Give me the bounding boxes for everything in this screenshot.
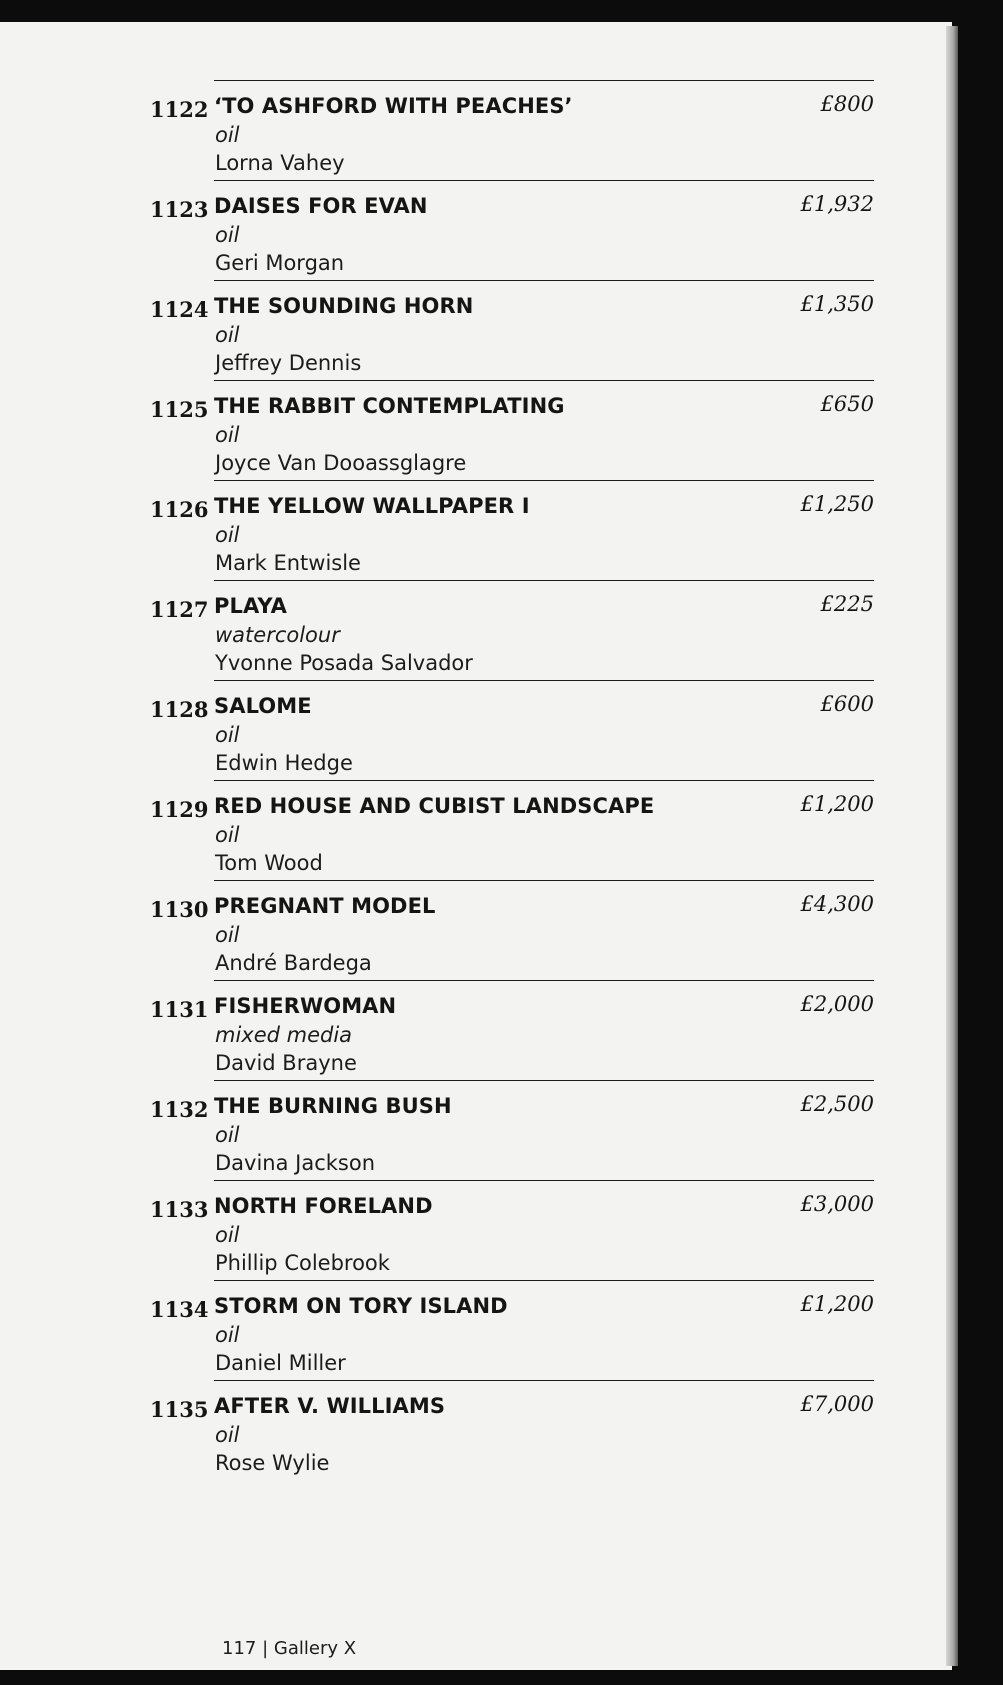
lot-entry	[0, 580, 952, 680]
artwork-medium: oil	[215, 323, 240, 347]
divider	[214, 180, 874, 181]
artwork-medium: oil	[215, 423, 240, 447]
page-number: 117	[222, 1638, 257, 1659]
artwork-title: STORM ON TORY ISLAND	[214, 1294, 508, 1318]
artist-name: Phillip Colebrook	[215, 1251, 390, 1275]
lot-number: 1132	[150, 1097, 209, 1122]
divider	[214, 480, 874, 481]
artwork-price: £4,300	[800, 892, 874, 916]
artist-name: Tom Wood	[215, 851, 323, 875]
artwork-price: £2,000	[800, 992, 874, 1016]
artwork-medium: oil	[215, 1223, 240, 1247]
artwork-medium: watercolour	[215, 623, 340, 647]
lot-number: 1128	[150, 697, 209, 722]
artwork-medium: oil	[215, 823, 240, 847]
lot-entry	[0, 680, 952, 780]
lot-entry	[0, 280, 952, 380]
artist-name: André Bardega	[215, 951, 372, 975]
divider	[214, 280, 874, 281]
artist-name: Jeffrey Dennis	[215, 351, 362, 375]
artwork-price: £1,350	[800, 292, 874, 316]
divider	[214, 680, 874, 681]
lot-number: 1133	[150, 1197, 209, 1222]
artist-name: Mark Entwisle	[215, 551, 361, 575]
lot-number: 1127	[150, 597, 209, 622]
artist-name: Lorna Vahey	[215, 151, 345, 175]
lot-number: 1124	[150, 297, 209, 322]
artwork-price: £1,932	[800, 192, 874, 216]
artwork-price: £650	[820, 392, 874, 416]
lot-number: 1131	[150, 997, 209, 1022]
artwork-title: PREGNANT MODEL	[214, 894, 436, 918]
divider	[214, 580, 874, 581]
artwork-medium: oil	[215, 1423, 240, 1447]
artwork-medium: oil	[215, 1123, 240, 1147]
artist-name: Davina Jackson	[215, 1151, 376, 1175]
divider	[214, 380, 874, 381]
lot-number: 1122	[150, 97, 209, 122]
lot-entry	[0, 1180, 952, 1280]
artwork-title: NORTH FORELAND	[214, 1194, 433, 1218]
artwork-price: £1,250	[800, 492, 874, 516]
artwork-price: £1,200	[800, 792, 874, 816]
page-edge	[946, 26, 958, 1666]
artist-name: Yvonne Posada Salvador	[215, 651, 473, 675]
artist-name: Rose Wylie	[215, 1451, 330, 1475]
artwork-title: DAISES FOR EVAN	[214, 194, 428, 218]
lot-entry	[0, 780, 952, 880]
lot-number: 1123	[150, 197, 209, 222]
lot-number: 1135	[150, 1397, 209, 1422]
artist-name: Daniel Miller	[215, 1351, 346, 1375]
lot-number: 1126	[150, 497, 209, 522]
artwork-price: £1,200	[800, 1292, 874, 1316]
divider	[214, 1180, 874, 1181]
artwork-title: SALOME	[214, 694, 312, 718]
lot-entry	[0, 180, 952, 280]
artist-name: David Brayne	[215, 1051, 357, 1075]
lot-entry	[0, 1080, 952, 1180]
lot-entry	[0, 1380, 952, 1480]
page-footer	[222, 1638, 356, 1659]
artwork-price: £225	[820, 592, 874, 616]
lot-entry	[0, 1280, 952, 1380]
artwork-title: PLAYA	[214, 594, 287, 618]
artwork-title: THE SOUNDING HORN	[214, 294, 474, 318]
lot-number: 1129	[150, 797, 209, 822]
divider	[214, 1380, 874, 1381]
artwork-title: FISHERWOMAN	[214, 994, 397, 1018]
artwork-price: £3,000	[800, 1192, 874, 1216]
artwork-title: THE YELLOW WALLPAPER I	[214, 494, 530, 518]
divider	[214, 1280, 874, 1281]
artwork-price: £7,000	[800, 1392, 874, 1416]
section-name: Gallery X	[273, 1638, 357, 1659]
lot-entry	[0, 980, 952, 1080]
artist-name: Geri Morgan	[215, 251, 345, 275]
divider	[214, 880, 874, 881]
lot-entry	[0, 80, 952, 180]
artwork-medium: oil	[215, 923, 240, 947]
lot-entry	[0, 880, 952, 980]
artwork-medium: oil	[215, 223, 240, 247]
artist-name: Joyce Van Dooassglagre	[215, 451, 467, 475]
artwork-medium: oil	[215, 123, 240, 147]
artwork-title: THE RABBIT CONTEMPLATING	[214, 394, 565, 418]
lot-number: 1125	[150, 397, 209, 422]
artwork-title: THE BURNING BUSH	[214, 1094, 452, 1118]
artist-name: Edwin Hedge	[215, 751, 353, 775]
artwork-medium: oil	[215, 1323, 240, 1347]
divider	[214, 780, 874, 781]
artwork-price: £800	[820, 92, 874, 116]
divider	[214, 980, 874, 981]
lot-number: 1130	[150, 897, 209, 922]
artwork-medium: mixed media	[215, 1023, 353, 1047]
footer-separator: |	[262, 1638, 269, 1659]
artwork-price: £600	[820, 692, 874, 716]
artwork-price: £2,500	[800, 1092, 874, 1116]
divider	[214, 1080, 874, 1081]
artwork-medium: oil	[215, 723, 240, 747]
artwork-title: AFTER V. WILLIAMS	[214, 1394, 446, 1418]
lot-entry	[0, 480, 952, 580]
artwork-medium: oil	[215, 523, 240, 547]
divider	[214, 80, 874, 81]
artwork-title: ‘TO ASHFORD WITH PEACHES’	[214, 94, 573, 118]
artwork-title: RED HOUSE AND CUBIST LANDSCAPE	[214, 794, 655, 818]
lot-entry	[0, 380, 952, 480]
catalogue-page	[0, 22, 952, 1670]
lot-number: 1134	[150, 1297, 209, 1322]
